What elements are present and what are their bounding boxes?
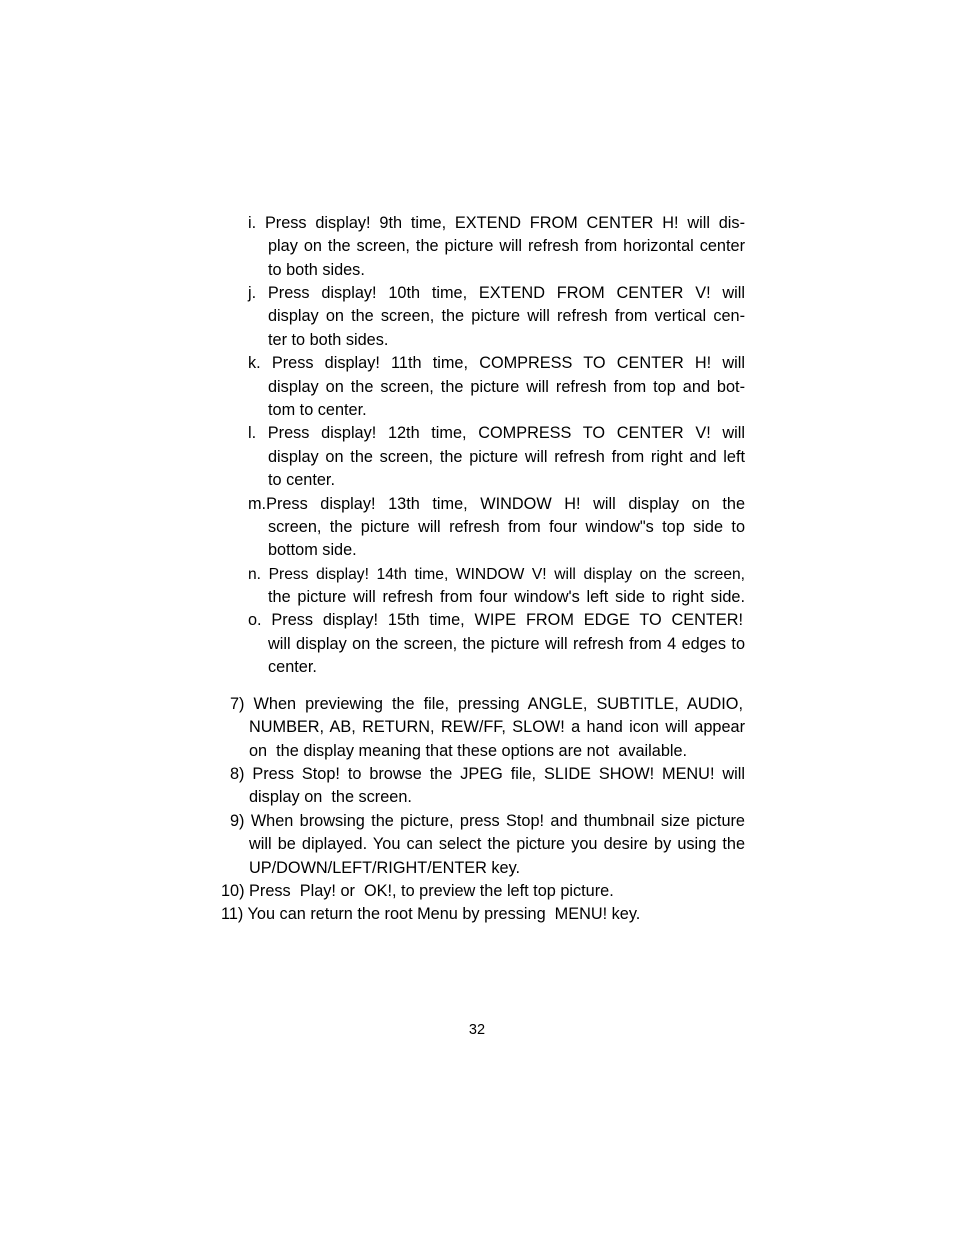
sub-item-m-line-1: m.Press display! 13th time, WINDOW H! will display on the — [248, 495, 745, 513]
numbered-item-7-line-2: NUMBER, AB, RETURN, REW/FF, SLOW! a hand icon will appear — [249, 718, 745, 736]
sub-item-l-line-2: display on the screen, the picture will refresh from right and left — [268, 448, 745, 466]
sub-item-o-line-1: o. Press display! 15th time, WIPE FROM EDGE TO CENTER! — [248, 611, 743, 629]
sub-item-l-line-1: l. Press display! 12th time, COMPRESS TO CENTER V! will — [248, 424, 745, 442]
sub-item-o-line-2: will display on the screen, the picture will refresh from 4 edges to — [268, 635, 745, 653]
sub-item-j-line-1: j. Press display! 10th time, EXTEND FROM CENTER V! will — [248, 284, 745, 302]
numbered-item-9-line-2: will be diplayed. You can select the picture you desire by using the — [249, 835, 745, 853]
sub-item-j-line-3: ter to both sides. — [268, 331, 389, 349]
sub-item-i-line-1: i. Press display! 9th time, EXTEND FROM CENTER H! will dis- — [248, 214, 745, 232]
numbered-item-8-line-1: 8) Press Stop! to browse the JPEG file, SLIDE SHOW! MENU! will — [230, 765, 745, 783]
sub-item-m-line-3: bottom side. — [268, 541, 357, 559]
numbered-item-9-line-1: 9) When browsing the picture, press Stop! and thumbnail size picture — [230, 812, 745, 830]
numbered-item-8-line-2: display on the screen. — [249, 788, 412, 806]
sub-item-i-line-2: play on the screen, the picture will refresh from horizontal center — [268, 237, 745, 255]
numbered-item-7-line-3: on the display meaning that these options are not available. — [249, 742, 688, 760]
numbered-item-9-line-3: UP/DOWN/LEFT/RIGHT/ENTER key. — [249, 859, 521, 877]
numbered-item-7-line-1: 7) When previewing the file, pressing ANGLE, SUBTITLE, AUDIO, — [230, 695, 743, 713]
sub-item-l-line-3: to center. — [268, 471, 335, 489]
sub-item-k-line-1: k. Press display! 11th time, COMPRESS TO CENTER H! will — [248, 354, 745, 372]
sub-item-n-line-2: the picture will refresh from four window's left side to right side. — [268, 588, 745, 606]
page-number: 32 — [468, 1022, 486, 1038]
sub-item-k-line-3: tom to center. — [268, 401, 367, 419]
sub-item-i-line-3: to both sides. — [268, 261, 365, 279]
sub-item-j-line-2: display on the screen, the picture will refresh from vertical cen- — [268, 307, 745, 325]
numbered-item-10-line-1: 10) Press Play! or OK!, to preview the left top picture. — [221, 882, 614, 900]
numbered-item-11-line-1: 11) You can return the root Menu by pressing MENU! key. — [221, 905, 641, 923]
sub-item-o-line-3: center. — [268, 658, 317, 676]
sub-item-k-line-2: display on the screen, the picture will refresh from top and bot- — [268, 378, 745, 396]
sub-item-m-line-2: screen, the picture will refresh from four window"s top side to — [268, 518, 745, 536]
sub-item-n-line-1: n. Press display! 14th time, WINDOW V! will display on the screen, — [248, 566, 745, 583]
